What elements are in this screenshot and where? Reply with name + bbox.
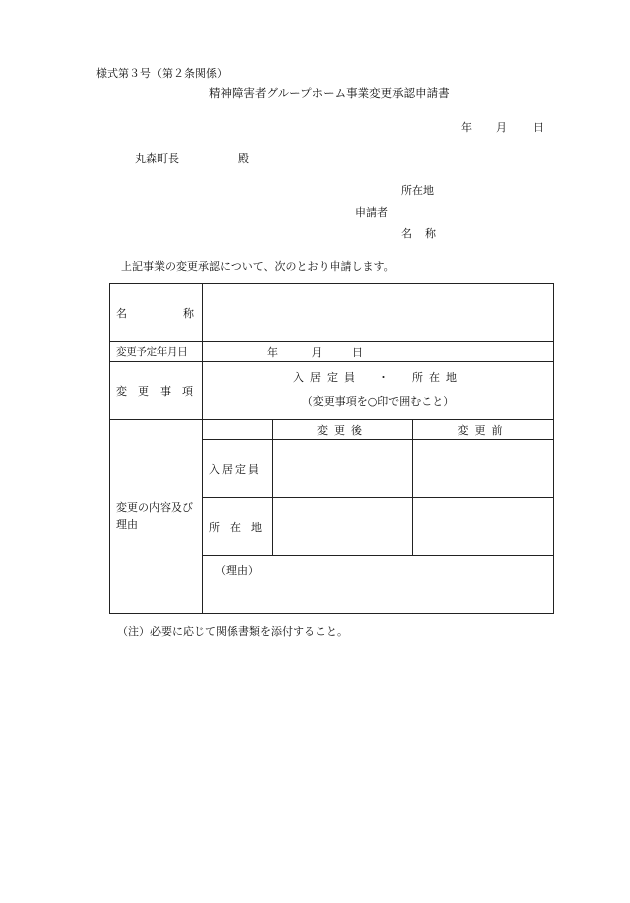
form-number: 様式第３号（第２条関係） (96, 67, 228, 80)
applicant-label: 申請者 (355, 206, 388, 219)
label-planned-date: 変更予定年月日 (110, 342, 203, 362)
label-reason: （理由） (215, 564, 259, 577)
change-items-note: （変更事項を○印で囲むこと） (301, 394, 455, 408)
label-capacity: 入居定員 (203, 440, 273, 498)
header-before: 変更前 (413, 420, 554, 440)
intro-text: 上記事業の変更承認について、次のとおり申請します。 (121, 260, 395, 273)
label-name (110, 284, 203, 342)
label-address: 所在地 (203, 498, 273, 556)
applicant-name-label-1: 名 (401, 227, 412, 240)
value-reason[interactable] (203, 556, 554, 614)
value-planned-date[interactable] (203, 342, 554, 362)
value-capacity-before[interactable] (413, 440, 554, 498)
date-year: 年 (461, 121, 472, 134)
label-name-char-2: 称 (183, 306, 194, 320)
document-title: 精神障害者グループホーム事業変更承認申請書 (209, 86, 450, 100)
applicant-address-label: 所在地 (401, 184, 434, 197)
footnote: （注）必要に応じて関係書類を添付すること。 (117, 625, 348, 638)
value-address-after[interactable] (273, 498, 413, 556)
planned-day: 日 (352, 345, 363, 359)
date-month: 月 (496, 121, 507, 134)
application-table (109, 283, 554, 614)
label-change-detail-line2: 理由 (116, 517, 138, 531)
label-change-detail-line1: 変更の内容及び (116, 501, 193, 514)
label-change-items: 変 更 事 項 (110, 362, 203, 420)
row-detail-header (110, 420, 554, 440)
value-address-before[interactable] (413, 498, 554, 556)
value-capacity-after[interactable] (273, 440, 413, 498)
label-change-detail (110, 420, 203, 614)
header-after: 変更後 (273, 420, 413, 440)
applicant-name-label-2: 称 (425, 227, 436, 240)
header-blank (203, 420, 273, 440)
change-items-options: 入居定員 ・ 所在地 (293, 370, 463, 384)
recipient-name: 丸森町長 (135, 152, 179, 165)
value-change-items[interactable] (203, 362, 554, 420)
label-name-char-1: 名 (116, 306, 127, 320)
date-day: 日 (533, 121, 544, 134)
recipient-honorific: 殿 (238, 152, 249, 165)
row-name (110, 284, 554, 342)
value-name[interactable] (203, 284, 554, 342)
row-change-items (110, 362, 554, 420)
planned-year: 年 (267, 345, 278, 359)
row-planned-date (110, 342, 554, 362)
planned-month: 月 (311, 345, 323, 359)
